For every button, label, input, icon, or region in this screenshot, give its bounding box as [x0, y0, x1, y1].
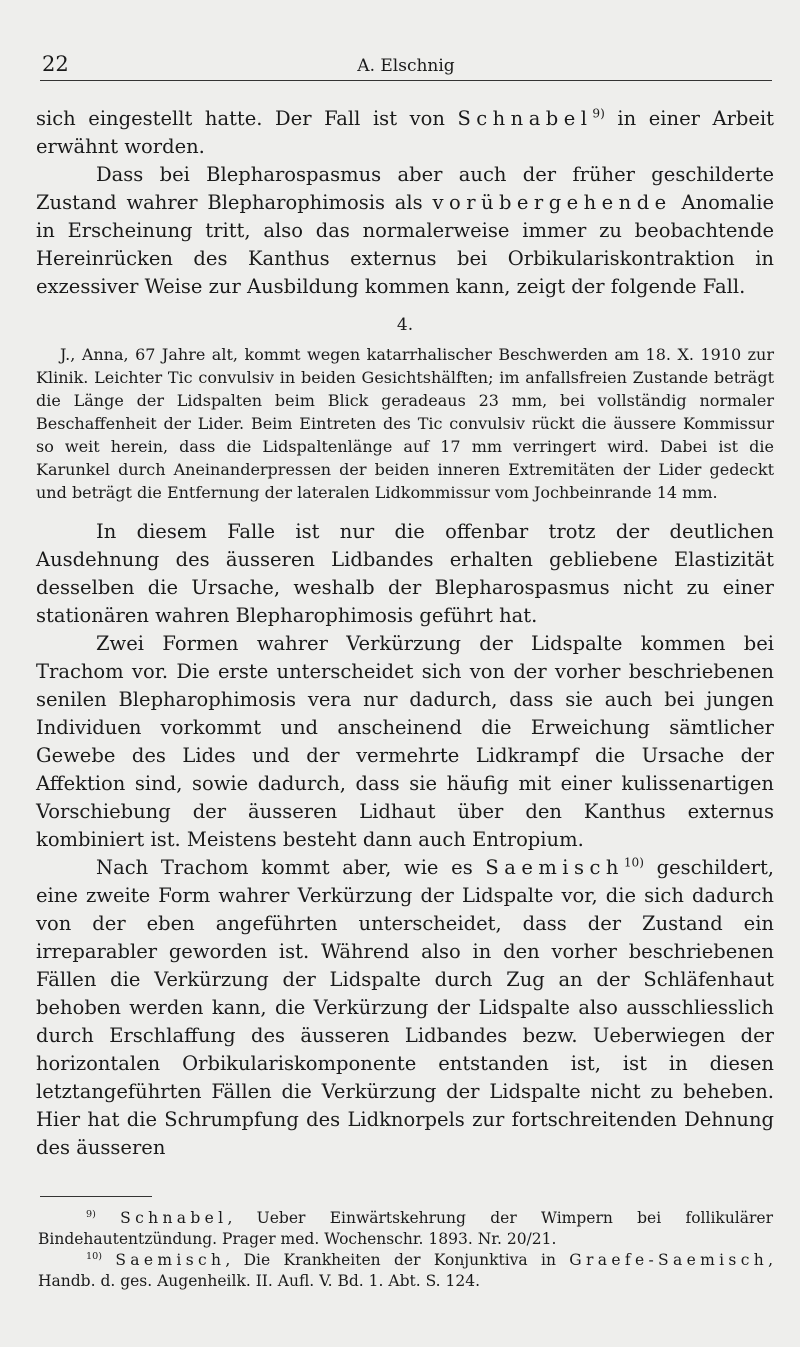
author-name: Saemisch	[485, 856, 624, 879]
footnotes	[38, 1208, 773, 1292]
footnote-ref: 9)	[592, 106, 605, 121]
footnote-ref: 10)	[623, 855, 644, 870]
paragraph-4: Zwei Formen wahrer Verkürzung der Lidspalte kommen bei Trachom vor. Die erste unterscheidet sich von der vorher beschriebenen senilen Blepharophimosis vera nur dadurch, dass sie auch bei jungen Individuen vorkommt und anscheinend die Erweichung sämtlicher Gewebe des Lides und der vermehrte Lidkrampf die Ursache der Affektion sind, sowie dadurch, dass sie häufig mit einer kulissenartigen Vorschiebung der äusseren Lidhaut über den Kanthus externus kombiniert ist. Meistens besteht dann auch Entropium.	[36, 632, 774, 851]
case-report: J., Anna, 67 Jahre alt, kommt wegen katarrhalischer Beschwerden am 18. X. 1910 zur Klinik. Leichter Tic convulsiv in beiden Gesichtshälften; im anfallsfreien Zustande beträgt die Länge der Lidspalten beim Blick geradeaus 23 mm, bei vollständig normaler Beschaffenheit der Lider. Beim Eintreten des Tic convulsiv rückt die äussere Kommissur so weit herein, dass die Lidspaltenlänge auf 17 mm verringert wird. Dabei ist die Karunkel durch Aneinanderpressen der beiden inneren Extremitäten der Lider gedeckt und beträgt die Entfernung der lateralen Lidkommissur vom Jochbeinrande 14 mm.	[36, 345, 774, 502]
paragraph-5: Nach Trachom kommt aber, wie es Saemisch$^{10)}$ geschildert, eine zweite Form wahrer Verkürzung der Lidspalte vor, die sich dadurch von der eben angeführten unterscheidet, dass der Zustand ein irreparabler geworden ist. Während also in den vorher beschriebenen Fällen die Verkürzung der Lidspalte durch Zug an der Schläfenhaut behoben werden kann, die Verkürzung der Lidspalte also ausschliesslich durch Erschlaffung des äusseren Lidbandes bezw. Ueberwiegen der horizontalen Orbikulariskomponente entstanden ist, ist in diesen letztangeführten Fällen die Verkürzung der Lidspalte nicht zu beheben. Hier hat die Schrumpfung des Lidknorpels zur fortschreitenden Dehnung des äusseren	[36, 855, 774, 1159]
author-name: Schnabel	[457, 107, 593, 130]
case-number: 4.	[396, 315, 414, 335]
page-number: 22	[42, 52, 69, 76]
main-text	[36, 105, 774, 1162]
paragraph-1: sich eingestellt hatte. Der Fall ist von Schnabel$^{9)}$ in einer Arbeit erwähnt worden.	[36, 106, 774, 158]
paragraph-3: In diesem Falle ist nur die offenbar trotz der deutlichen Ausdehnung des äusseren Lidbandes erhalten gebliebene Elastizität desselben die Ursache, weshalb der Blepharospasmus nicht zu einer stationären wahren Blepharophimosis geführt hat.	[36, 520, 774, 627]
footnote-10: $^{10)}$ Saemisch, Die Krankheiten der Konjunktiva in Graefe-Saemisch, Handb. d. ges. Augenheilk. II. Aufl. V. Bd. 1. Abt. S. 124.	[38, 1250, 773, 1290]
footnote-rule	[40, 1196, 152, 1197]
page-header	[40, 50, 772, 81]
paragraph-2: Dass bei Blepharospasmus aber auch der früher geschilderte Zustand wahrer Blepharophimosis als vorübergehende Anomalie in Erscheinung tritt, also das normalerweise immer zu beobachtende Hereinrücken des Kanthus externus bei Orbikulariskontraktion in exzessiver Weise zur Ausbildung kommen kann, zeigt der folgende Fall.	[36, 163, 774, 298]
running-head: A. Elschnig	[357, 56, 455, 76]
footnote-9: $^{9)}$ Schnabel, Ueber Einwärtskehrung der Wimpern bei follikulärer Bindehautentzündung. Prager med. Wochenschr. 1893. Nr. 20/21.	[38, 1208, 773, 1248]
emphasized-term: vorübergehende	[432, 191, 672, 214]
